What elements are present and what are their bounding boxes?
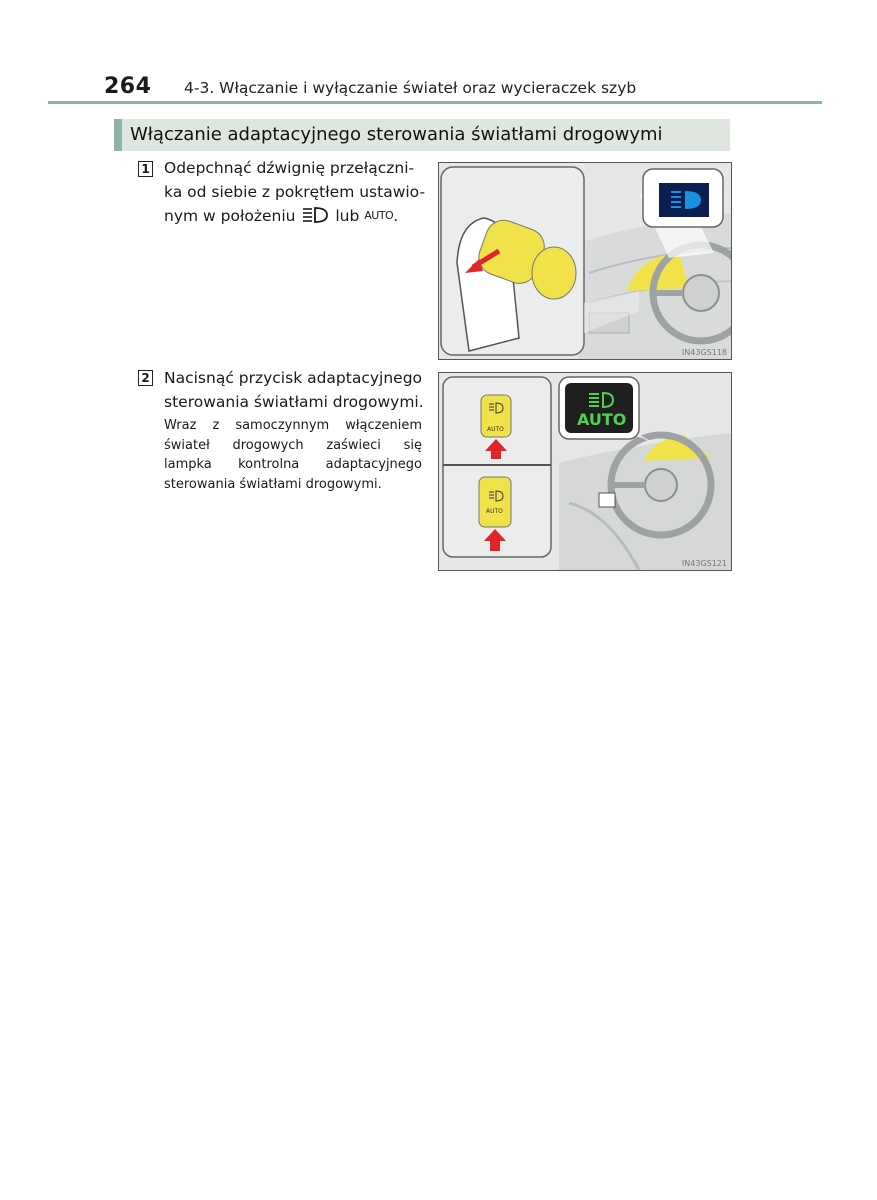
- step-1-line-3: [164, 204, 426, 231]
- indicator-auto-label: AUTO: [577, 410, 627, 429]
- step-2-note-line-1: Wraz z samoczynnym włączeniem: [164, 418, 422, 433]
- auto-label: AUTO: [364, 209, 394, 222]
- button-auto-label-bottom: AUTO: [486, 508, 503, 515]
- section-title: Włączanie adaptacyjnego sterowania światłami drogowymi: [130, 124, 663, 145]
- step-2-note: [164, 416, 422, 494]
- page-number: 264: [104, 74, 152, 99]
- figure-step-2: [438, 372, 732, 571]
- high-beam-icon: [300, 206, 330, 231]
- section-heading: [114, 119, 730, 151]
- page-header: [104, 74, 824, 104]
- step-1-line-3-text: nym w położeniu: [164, 207, 296, 225]
- button-auto-label-top: AUTO: [487, 426, 504, 433]
- step-1-number: 1: [138, 161, 153, 177]
- step-2-text: [164, 366, 426, 414]
- step-2-line-2: sterowania światłami drogowymi.: [164, 393, 424, 411]
- step-2-note-line-3: lampka kontrolna adaptacyjnego: [164, 457, 422, 472]
- step-1-end: .: [393, 207, 399, 225]
- step-1-line-1: Odepchnąć dźwignię przełączni-: [164, 159, 415, 177]
- figure-code: IN43GS121: [681, 559, 727, 568]
- step-2-number: 2: [138, 370, 153, 386]
- step-2-note-line-2: świateł drogowych zaświeci się: [164, 437, 422, 453]
- figure-step-2-illustration: [439, 373, 731, 570]
- step-1-line-2: ka od siebie z pokrętłem ustawio-: [164, 183, 426, 201]
- figure-code: IN43GS118: [681, 348, 727, 357]
- step-1-connector: lub: [335, 207, 360, 225]
- step-1-text: [164, 156, 426, 231]
- header-rule: [48, 101, 822, 104]
- figure-step-1: [438, 162, 732, 360]
- step-2-line-1: Nacisnąć przycisk adaptacyjnego: [164, 369, 423, 387]
- figure-step-1-illustration: [439, 163, 731, 359]
- chapter-title: 4-3. Włączanie i wyłączanie świateł oraz wycieraczek szyb: [184, 79, 637, 97]
- step-2-note-line-4: sterowania światłami drogowymi.: [164, 476, 382, 492]
